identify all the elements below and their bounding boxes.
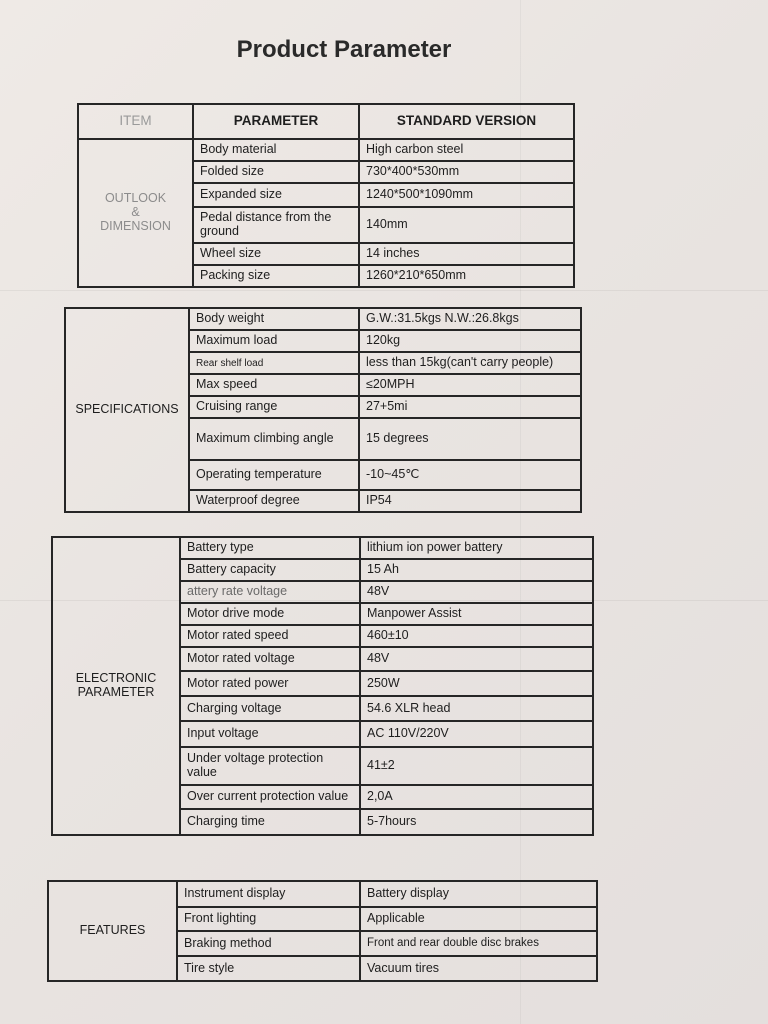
- specifications-table: [64, 307, 582, 513]
- outlook-dimension-table: [77, 103, 575, 288]
- value-cell: G.W.:31.5kgs N.W.:26.8kgs: [359, 308, 581, 330]
- param-cell: Body material: [193, 139, 359, 161]
- section-label-features: FEATURES: [48, 881, 177, 981]
- value-cell: 120kg: [359, 330, 581, 352]
- param-cell: Maximum load: [189, 330, 359, 352]
- page-title: Product Parameter: [236, 36, 452, 63]
- param-cell: Input voltage: [180, 721, 360, 747]
- param-cell: Front lighting: [177, 907, 360, 931]
- param-cell: Maximum climbing angle: [189, 418, 359, 460]
- value-cell: 1240*500*1090mm: [359, 183, 574, 207]
- value-cell: ≤20MPH: [359, 374, 581, 396]
- value-cell: 5-7hours: [360, 809, 593, 835]
- value-cell: IP54: [359, 490, 581, 512]
- param-cell: Operating temperature: [189, 460, 359, 490]
- param-cell: Waterproof degree: [189, 490, 359, 512]
- value-cell: 48V: [360, 581, 593, 603]
- value-cell: AC 110V/220V: [360, 721, 593, 747]
- param-cell: Packing size: [193, 265, 359, 287]
- value-cell: Vacuum tires: [360, 956, 597, 981]
- value-cell: 730*400*530mm: [359, 161, 574, 183]
- header-parameter: PARAMETER: [193, 104, 359, 139]
- value-cell: 48V: [360, 647, 593, 671]
- features-table: [47, 880, 598, 982]
- table-row: [78, 139, 574, 161]
- param-cell: Motor drive mode: [180, 603, 360, 625]
- param-cell: Motor rated voltage: [180, 647, 360, 671]
- param-cell: Body weight: [189, 308, 359, 330]
- section-label-line: DIMENSION: [100, 218, 171, 233]
- value-cell: Front and rear double disc brakes: [360, 931, 597, 956]
- value-cell: 2,0A: [360, 785, 593, 809]
- value-cell: lithium ion power battery: [360, 537, 593, 559]
- value-cell: 27+5mi: [359, 396, 581, 418]
- section-label-electronic: [52, 537, 180, 835]
- value-cell: 1260*210*650mm: [359, 265, 574, 287]
- param-cell: Cruising range: [189, 396, 359, 418]
- param-cell: attery rate voltage: [180, 581, 360, 603]
- value-cell: 54.6 XLR head: [360, 696, 593, 721]
- param-cell: Expanded size: [193, 183, 359, 207]
- param-cell: Braking method: [177, 931, 360, 956]
- section-label-specifications: SPECIFICATIONS: [65, 308, 189, 512]
- param-cell: Max speed: [189, 374, 359, 396]
- param-cell: Charging voltage: [180, 696, 360, 721]
- value-cell: Applicable: [360, 907, 597, 931]
- value-cell: High carbon steel: [359, 139, 574, 161]
- param-cell: Under voltage protection value: [180, 747, 360, 785]
- header-standard-version: STANDARD VERSION: [359, 104, 574, 139]
- param-cell: Pedal distance from the ground: [193, 207, 359, 243]
- value-cell: 15 Ah: [360, 559, 593, 581]
- electronic-parameter-table: [51, 536, 594, 836]
- value-cell: 460±10: [360, 625, 593, 647]
- value-cell: 140mm: [359, 207, 574, 243]
- param-cell: Rear shelf load: [189, 352, 359, 374]
- value-cell: 41±2: [360, 747, 593, 785]
- param-cell: Charging time: [180, 809, 360, 835]
- table-header-row: [78, 104, 574, 139]
- value-cell: Battery display: [360, 881, 597, 907]
- section-label-line: PARAMETER: [77, 685, 155, 699]
- table-row: [52, 537, 593, 559]
- section-label-line: ELECTRONIC: [75, 671, 157, 686]
- header-item: ITEM: [78, 104, 193, 139]
- value-cell: less than 15kg(can't carry people): [359, 352, 581, 374]
- table-row: [65, 308, 581, 330]
- param-cell: Motor rated power: [180, 671, 360, 696]
- param-cell: Battery type: [180, 537, 360, 559]
- value-cell: 14 inches: [359, 243, 574, 265]
- paper-fold: [0, 290, 768, 291]
- value-cell: -10~45℃: [359, 460, 581, 490]
- value-cell: 15 degrees: [359, 418, 581, 460]
- table-row: [48, 881, 597, 907]
- param-cell: Motor rated speed: [180, 625, 360, 647]
- param-cell: Tire style: [177, 956, 360, 981]
- param-cell: Instrument display: [177, 881, 360, 907]
- param-cell: Over current protection value: [180, 785, 360, 809]
- value-cell: 250W: [360, 671, 593, 696]
- param-cell: Battery capacity: [180, 559, 360, 581]
- section-label-line: &: [131, 205, 140, 220]
- param-cell: Wheel size: [193, 243, 359, 265]
- section-label-outlook: [78, 139, 193, 287]
- param-cell: Folded size: [193, 161, 359, 183]
- value-cell: Manpower Assist: [360, 603, 593, 625]
- section-label-line: OUTLOOK: [104, 191, 167, 206]
